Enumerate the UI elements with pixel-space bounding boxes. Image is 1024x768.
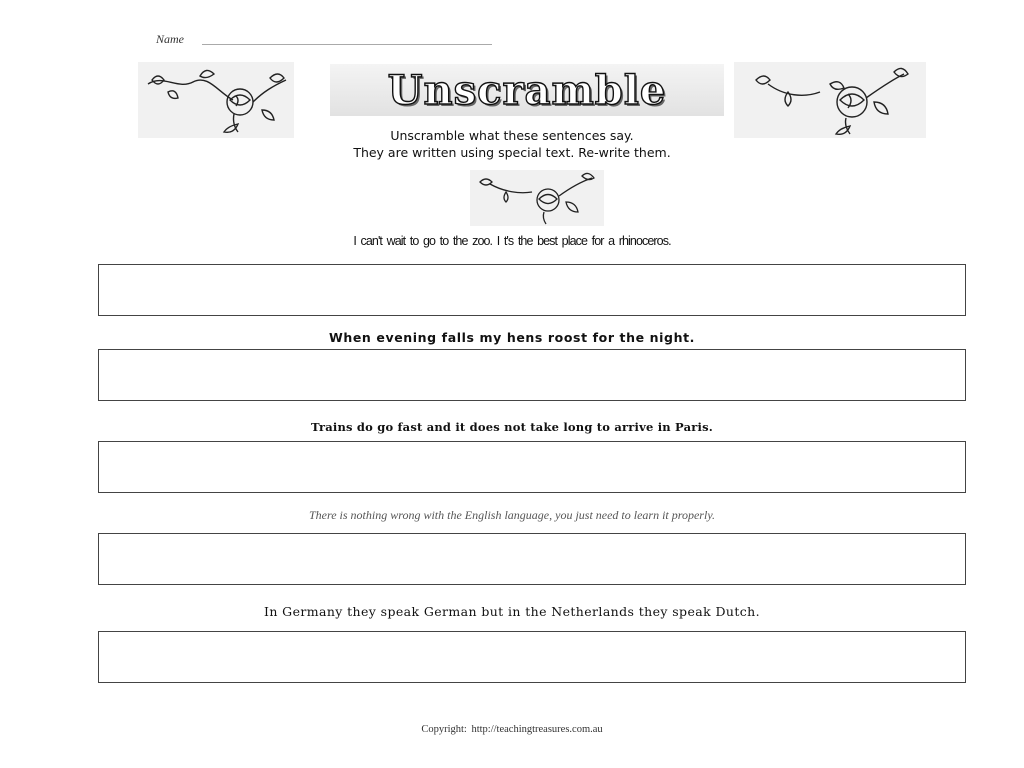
- rose-left-svg: [138, 62, 294, 138]
- rose-right-svg: [734, 62, 926, 138]
- sentence-4: There is nothing wrong with the English language, you just need to learn it properly.: [309, 508, 715, 522]
- sentence-5: In Germany they speak German but in the Netherlands they speak Dutch.: [264, 604, 760, 619]
- answer-box-4[interactable]: [98, 533, 966, 585]
- worksheet-title-text: Unscramble: [387, 66, 667, 114]
- rose-center-svg: [470, 170, 604, 226]
- rose-center-icon: [470, 170, 604, 226]
- answer-box-5[interactable]: [98, 631, 966, 683]
- sentence-1: I can't wait to go to the zoo. I t's the best place for a rhinoceros.: [353, 234, 671, 248]
- instruction-line-2: They are written using special text. Re-write them.: [353, 145, 671, 160]
- worksheet-title: [330, 64, 724, 116]
- sentence-3: Trains do go fast and it does not take long to arrive in Paris.: [311, 420, 713, 434]
- answer-box-1[interactable]: [98, 264, 966, 316]
- instruction-line-1: Unscramble what these sentences say.: [390, 128, 634, 143]
- name-label: Name: [156, 32, 184, 46]
- answer-box-2[interactable]: [98, 349, 966, 401]
- sentence-2: When evening falls my hens roost for the night.: [328, 330, 696, 345]
- rose-right-icon: [734, 62, 926, 138]
- name-line[interactable]: [202, 44, 492, 45]
- copyright-footer: Copyright: http://teachingtreasures.com.au: [421, 724, 603, 735]
- rose-left-icon: [138, 62, 294, 138]
- answer-box-3[interactable]: [98, 441, 966, 493]
